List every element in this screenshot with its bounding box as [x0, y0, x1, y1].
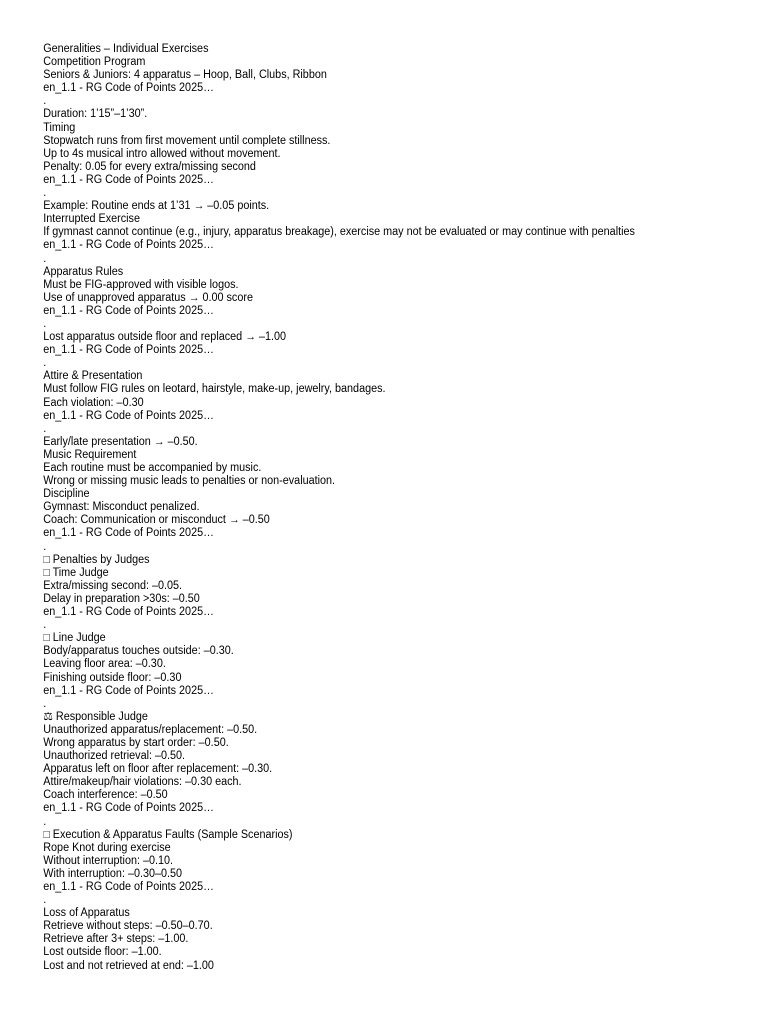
text-line: Must follow FIG rules on leotard, hairstyle, make-up, jewelry, bandages. — [43, 383, 386, 396]
text-line: Coach: Communication or misconduct → –0.50 — [43, 514, 270, 527]
text-line: . — [43, 894, 47, 907]
text-line: Retrieve without steps: –0.50–0.70. — [43, 920, 213, 933]
text-line: If gymnast cannot continue (e.g., injury, apparatus breakage), exercise may not be evaluated or may continue with penalties — [43, 226, 635, 239]
text-line: Loss of Apparatus — [43, 907, 130, 920]
text-line: Wrong or missing music leads to penalties or non-evaluation. — [43, 475, 336, 488]
text-line: □ Time Judge — [43, 566, 109, 579]
text-line: en_1.1 - RG Code of Points 2025… — [43, 304, 214, 317]
text-line: Delay in preparation >30s: –0.50 — [43, 592, 200, 605]
text-line: Use of unapproved apparatus → 0.00 score — [43, 291, 253, 304]
text-line: Unauthorized apparatus/replacement: –0.50. — [43, 723, 258, 736]
text-line: Competition Program — [43, 56, 146, 69]
text-line: Apparatus Rules — [43, 265, 124, 278]
text-line: Interrupted Exercise — [43, 213, 140, 226]
text-line: Early/late presentation → –0.50. — [43, 435, 198, 448]
text-line: Body/apparatus touches outside: –0.30. — [43, 645, 234, 658]
text-line: . — [43, 317, 47, 330]
text-line: Attire & Presentation — [43, 370, 143, 383]
text-line: en_1.1 - RG Code of Points 2025… — [43, 881, 214, 893]
text-line: Without interruption: –0.10. — [43, 854, 174, 867]
text-line: Unauthorized retrieval: –0.50. — [43, 750, 186, 763]
text-line: . — [43, 697, 47, 710]
text-line: Stopwatch runs from first movement until complete stillness. — [43, 134, 331, 147]
text-line: Timing — [43, 121, 76, 134]
text-line: en_1.1 - RG Code of Points 2025… — [43, 239, 214, 252]
text-line: en_1.1 - RG Code of Points 2025… — [43, 82, 214, 95]
text-line: Apparatus left on floor after replacement: –0.30. — [43, 763, 273, 776]
text-line: Lost apparatus outside floor and replaced → –1.00 — [43, 331, 287, 344]
text-line: Extra/missing second: –0.05. — [43, 579, 183, 592]
text-line: en_1.1 - RG Code of Points 2025… — [43, 173, 214, 186]
text-line: Seniors & Juniors: 4 apparatus – Hoop, Ball, Clubs, Ribbon — [43, 69, 327, 82]
text-line: □ Penalties by Judges — [43, 553, 150, 566]
text-line: □ Execution & Apparatus Faults (Sample Scenarios) — [43, 828, 293, 841]
text-line: en_1.1 - RG Code of Points 2025… — [43, 344, 214, 357]
text-line: . — [43, 252, 47, 265]
text-line: Gymnast: Misconduct penalized. — [43, 501, 200, 514]
text-line: Each routine must be accompanied by music. — [43, 462, 262, 474]
text-line: en_1.1 - RG Code of Points 2025… — [43, 409, 214, 422]
text-line: . — [43, 187, 47, 200]
text-line: . — [43, 815, 47, 828]
text-line: Wrong apparatus by start order: –0.50. — [43, 736, 229, 749]
text-line: Music Requirement — [43, 448, 137, 461]
text-line: Rope Knot during exercise — [43, 841, 171, 854]
text-line: Discipline — [43, 488, 90, 501]
text-line: Example: Routine ends at 1’31 → –0.05 points. — [43, 200, 270, 213]
text-line: . — [43, 540, 47, 553]
text-line: en_1.1 - RG Code of Points 2025… — [43, 527, 214, 540]
text-line: Lost outside floor: –1.00. — [43, 946, 162, 959]
text-line: Up to 4s musical intro allowed without movement. — [43, 147, 281, 160]
text-line: . — [43, 95, 47, 108]
text-line: Duration: 1’15”–1’30”. — [43, 108, 148, 121]
text-line: □ Line Judge — [43, 632, 106, 645]
text-line: . — [43, 357, 47, 370]
text-line: Each violation: –0.30 — [43, 396, 144, 409]
text-line: Retrieve after 3+ steps: –1.00. — [43, 933, 189, 946]
text-line: en_1.1 - RG Code of Points 2025… — [43, 802, 214, 815]
text-line: . — [43, 619, 47, 632]
text-line: Generalities – Individual Exercises — [43, 43, 209, 55]
text-line: Attire/makeup/hair violations: –0.30 each. — [43, 776, 242, 789]
text-line: With interruption: –0.30–0.50 — [43, 867, 183, 880]
text-line: Must be FIG-approved with visible logos. — [43, 278, 239, 291]
text-line: Penalty: 0.05 for every extra/missing second — [43, 160, 256, 173]
text-line: en_1.1 - RG Code of Points 2025… — [43, 606, 214, 619]
text-line: Finishing outside floor: –0.30 — [43, 671, 182, 684]
text-line: Coach interference: –0.50 — [43, 789, 168, 802]
text-line: ⚖ Responsible Judge — [43, 710, 148, 723]
text-line: Leaving floor area: –0.30. — [43, 658, 166, 671]
text-line: Lost and not retrieved at end: –1.00 — [43, 959, 214, 972]
text-line: en_1.1 - RG Code of Points 2025… — [43, 684, 214, 697]
text-line: . — [43, 422, 47, 435]
